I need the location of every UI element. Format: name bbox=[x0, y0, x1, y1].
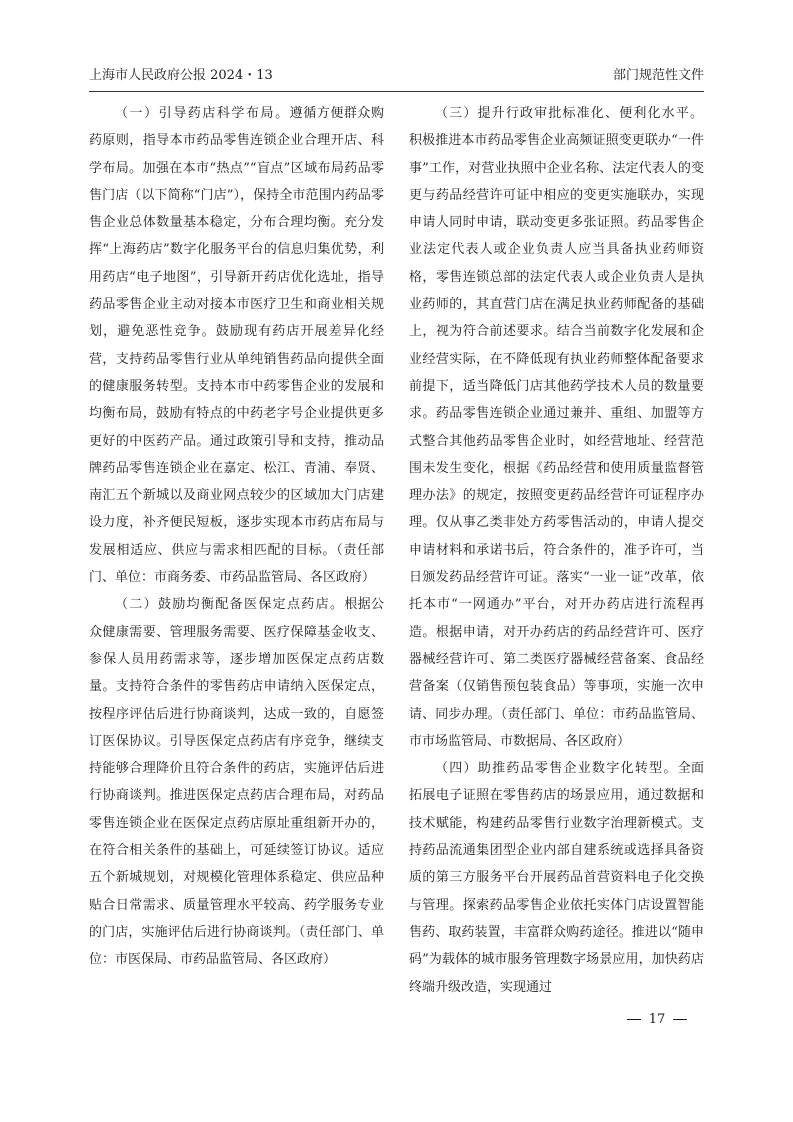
paragraph-3-body: 积极推进本市药品零售企业高频证照变更联办“一件事”工作，对营业执照中企业名称、法定代表人的变更与药品经营许可证中相应的变更实施联办，实现申请人同时申请，联动变更多张证照。药品零售企业法定代表人或企业负责人应当具备执业药师资格，零售连锁总部的法定代表人或企业负责人是执业药师的，其直营门店在满足执业药师配备的基础上，视为符合前述要求。结合当前数字化发展和企业经营实际，在不降低现有执业药师整体配备要求前提下，适当降低门店其他药学技术人员的数量要求。药品零售连锁企业通过兼并、重组、加盟等方式整合其他药品零售企业时，如经营地址、经营范围未发生变化，根据《药品经营和使用质量监督管理办法》的规定，按照变更药品经营许可证程序办理。仅从事乙类非处方药零售活动的，申请人提交申请材料和承诺书后，符合条件的，准予许可，当日颁发药品经营许可证。落实“一业一证”改革，依托本市“一网通办”平台，对开办药店进行流程再造。根据申请，对开办药店的药品经营许可、医疗器械经营许可、第二类医疗器械经营备案、食品经营备案（仅销售预包装食品）等事项，实施一次申请、同步办理。（责任部门、单位：市药品监管局、市市场监管局、市数据局、各区政府） bbox=[409, 133, 704, 749]
page-header bbox=[89, 66, 704, 86]
page-number: 17 bbox=[648, 1012, 666, 1027]
paragraph-2-heading: （二）鼓励均衡配备医保定点药店。 bbox=[115, 597, 345, 613]
header-divider bbox=[89, 91, 704, 92]
header-section-title: 部门规范性文件 bbox=[612, 68, 704, 83]
paragraph-1-body: 遵循方便群众购药原则，指导本市药品零售连锁企业合理开店、科学布局。加强在本市“热点”“盲点”区域布局药品零售门店（以下简称“门店”），保持全市范围内药品零售企业总体数量基本稳定，分布合理均衡。充分发挥“上海药店”数字化服务平台的信息归集优势，利用药店“电子地图”，引导新开药店优化选址，指导药品零售企业主动对接本市医疗卫生和商业相关规划，避免恶性竞争。鼓励现有药店开展差异化经营，支持药品零售行业从单纯销售药品向提供全面的健康服务转型。支持本市中药零售企业的发展和均衡布局，鼓励有特点的中药老字号企业提供更多更好的中医药产品。通过政策引导和支持，推动品牌药品零售连锁企业在嘉定、松江、青浦、奉贤、南汇五个新城以及商业网点较少的区域加大门店建设力度，补齐便民短板，逐步实现本市药店布局与发展相适应、供应与需求相匹配的目标。（责任部门、单位：市商务委、市药品监管局、各区政府） bbox=[89, 106, 384, 586]
right-column bbox=[409, 100, 704, 1001]
paragraph-2-body: 根据公众健康需要、管理服务需要、医疗保障基金收支、参保人员用药需求等，逐步增加医保定点药店数量。支持符合条件的零售药店申请纳入医保定点，按程序评估后进行协商谈判，达成一致的，自愿签订医保协议。引导医保定点药店有序竞争，继续支持能够合理降价且符合条件的药店，实施评估后进行协商谈判。推进医保定点药店合理布局，对药品零售连锁企业在医保定点药店原址重组新开办的，在符合相关条件的基础上，可延续签订协议。适应五个新城规划，对规模化管理体系稳定、供应品种贴合日常需求、质量管理水平较高、药学服务专业的门店，实施评估后进行协商谈判。（责任部门、单位：市医保局、市药品监管局、各区政府） bbox=[89, 597, 384, 968]
paragraph-2 bbox=[89, 591, 384, 973]
paragraph-3 bbox=[409, 100, 704, 755]
paragraph-1-heading: （一）引导药店科学布局。 bbox=[115, 106, 290, 121]
header-publication-title: 上海市人民政府公报 2024・13 bbox=[89, 68, 273, 83]
paragraph-1 bbox=[89, 100, 384, 591]
page-footer bbox=[612, 1010, 702, 1030]
footer-dash-right bbox=[673, 1019, 687, 1020]
paragraph-4 bbox=[409, 755, 704, 1001]
paragraph-4-heading: （四）助推药品零售企业数字化转型。 bbox=[435, 761, 678, 777]
paragraph-3-heading: （三）提升行政审批标准化、便利化水平。 bbox=[435, 106, 704, 121]
footer-dash-left bbox=[627, 1019, 641, 1020]
left-column bbox=[89, 100, 384, 974]
paragraph-4-body: 全面拓展电子证照在零售药店的场景应用，通过数据和技术赋能，构建药品零售行业数字治理新模式。支持药品流通集团型企业内部自建系统或选择具备资质的第三方服务平台开展药品首营资料电子化交换与管理。探索药品零售企业依托实体门店设置智能售药、取药装置，丰富群众购药途径。推进以“随申码”为载体的城市服务管理数字场景应用，加快药店终端升级改造，实现通过 bbox=[409, 761, 704, 995]
